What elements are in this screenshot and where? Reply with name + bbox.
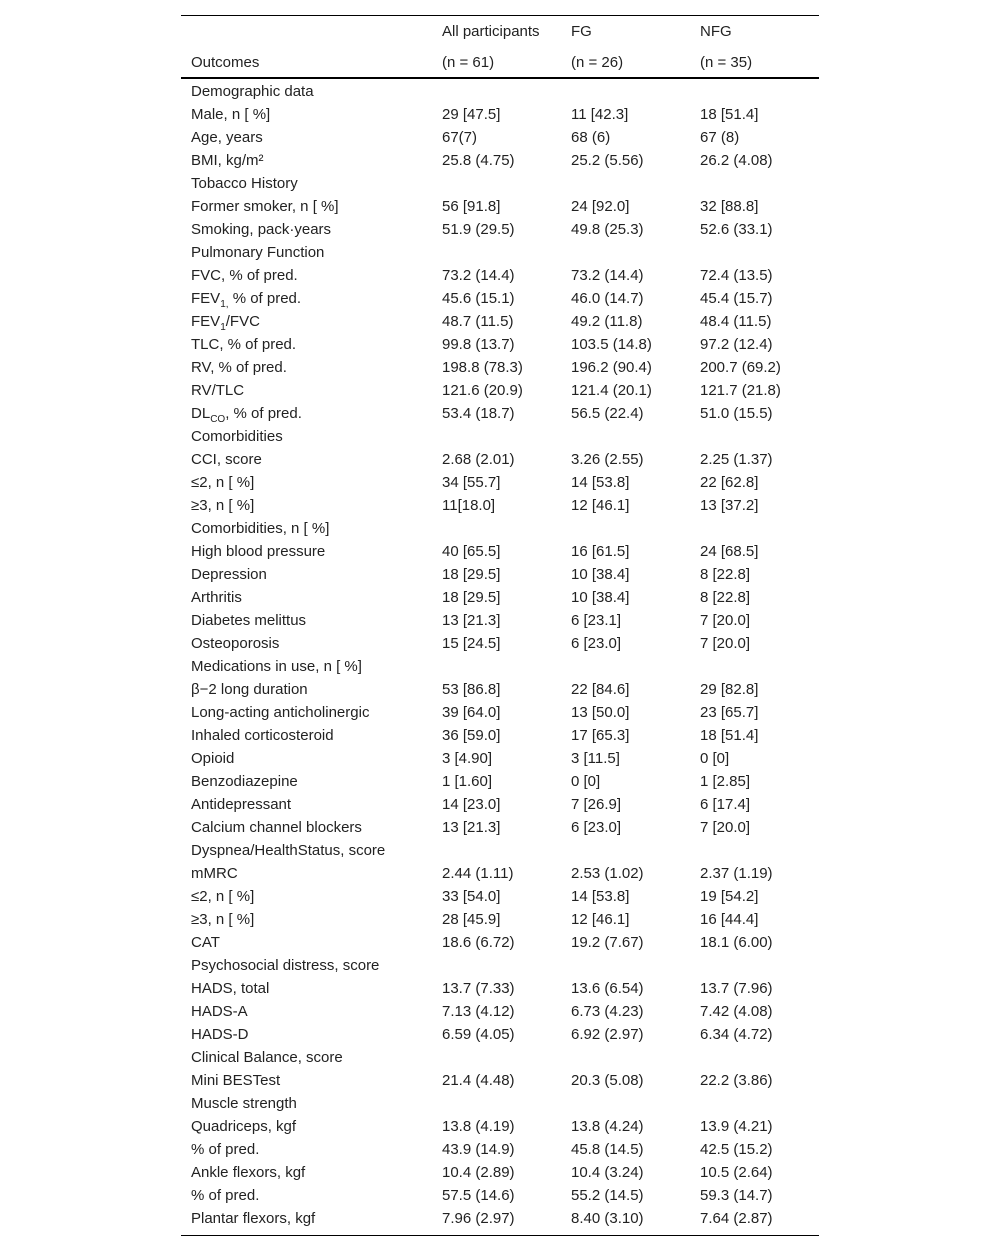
row-label-text: High blood pressure [191, 543, 326, 560]
table-row [181, 1161, 819, 1184]
value-nfg: 45.4 (15.7) [700, 290, 773, 307]
row-label [191, 609, 306, 632]
row-label-text: Demographic data [191, 83, 314, 100]
row-label-text: Age, years [191, 129, 263, 146]
table-row [181, 126, 819, 149]
value-all-participants: 2.68 (2.01) [442, 451, 515, 468]
value-nfg: 10.5 (2.64) [700, 1164, 773, 1181]
value-all-participants: 36 [59.0] [442, 727, 501, 744]
value-nfg: 59.3 (14.7) [700, 1187, 773, 1204]
value-fg: 68 (6) [571, 129, 611, 146]
value-nfg: 52.6 (33.1) [700, 221, 773, 238]
table-row [181, 1023, 819, 1046]
value-fg: 0 [0] [571, 773, 601, 790]
value-all-participants: 73.2 (14.4) [442, 267, 515, 284]
row-label-text: Depression [191, 566, 267, 583]
table-row [181, 632, 819, 655]
row-label-text: Clinical Balance, score [191, 1049, 343, 1066]
row-label [191, 310, 260, 333]
section-header-row [181, 1046, 819, 1069]
header-outcomes: Outcomes [191, 54, 260, 71]
value-nfg: 200.7 (69.2) [700, 359, 781, 376]
value-all-participants: 28 [45.9] [442, 911, 501, 928]
value-fg: 45.8 (14.5) [571, 1141, 644, 1158]
row-label-text: Smoking, pack·years [191, 221, 332, 238]
value-all-participants: 13 [21.3] [442, 819, 501, 836]
value-nfg: 72.4 (13.5) [700, 267, 773, 284]
table-row [181, 195, 819, 218]
value-fg: 121.4 (20.1) [571, 382, 652, 399]
section-header-row [181, 655, 819, 678]
row-label [191, 977, 269, 1000]
value-all-participants: 99.8 (13.7) [442, 336, 515, 353]
value-fg: 6 [23.1] [571, 612, 622, 629]
value-nfg: 7 [20.0] [700, 635, 751, 652]
table-row [181, 793, 819, 816]
row-label-text: Ankle flexors, kgf [191, 1164, 306, 1181]
row-label-text: FEV [191, 290, 221, 307]
row-label [191, 149, 264, 172]
row-label [191, 793, 291, 816]
row-label [191, 908, 254, 931]
value-all-participants: 198.8 (78.3) [442, 359, 523, 376]
row-label-text: Former smoker, n [ %] [191, 198, 339, 215]
value-fg: 12 [46.1] [571, 911, 630, 928]
table-row [181, 471, 819, 494]
value-nfg: 6.34 (4.72) [700, 1026, 773, 1043]
row-label-text: Long-acting anticholinergic [191, 704, 370, 721]
row-label [191, 747, 234, 770]
table-row [181, 1138, 819, 1161]
row-label [191, 494, 254, 517]
value-fg: 49.8 (25.3) [571, 221, 644, 238]
row-label-text: % of pred. [191, 1141, 260, 1158]
value-fg: 13.8 (4.24) [571, 1118, 644, 1135]
table-row [181, 356, 819, 379]
row-label [191, 356, 287, 379]
table-row [181, 448, 819, 471]
value-nfg: 0 [0] [700, 750, 730, 767]
row-label [191, 218, 331, 241]
value-fg: 10 [38.4] [571, 589, 630, 606]
value-nfg: 18 [51.4] [700, 106, 759, 123]
value-nfg: 42.5 (15.2) [700, 1141, 773, 1158]
value-fg: 8.40 (3.10) [571, 1210, 644, 1227]
value-all-participants: 7.13 (4.12) [442, 1003, 515, 1020]
table-row [181, 609, 819, 632]
table-row [181, 333, 819, 356]
row-label-text: HADS-A [191, 1003, 248, 1020]
section-header-row [181, 517, 819, 540]
table-row [181, 931, 819, 954]
row-label-text: Comorbidities [191, 428, 283, 445]
value-fg: 16 [61.5] [571, 543, 630, 560]
value-nfg: 97.2 (12.4) [700, 336, 773, 353]
row-label [191, 517, 329, 540]
header-col1-title: All participants [442, 23, 540, 40]
value-all-participants: 56 [91.8] [442, 198, 501, 215]
row-label-text: Plantar flexors, kgf [191, 1210, 316, 1227]
value-all-participants: 67(7) [442, 129, 478, 146]
value-all-participants: 13.7 (7.33) [442, 980, 515, 997]
row-label [191, 1161, 305, 1184]
value-all-participants: 13 [21.3] [442, 612, 501, 629]
section-header-row [181, 425, 819, 448]
section-header-row [181, 241, 819, 264]
value-all-participants: 53 [86.8] [442, 681, 501, 698]
row-label-subscript: 1 [220, 322, 226, 333]
value-nfg: 29 [82.8] [700, 681, 759, 698]
row-label-text: Arthritis [191, 589, 242, 606]
value-fg: 6.92 (2.97) [571, 1026, 644, 1043]
value-fg: 49.2 (11.8) [571, 313, 643, 330]
row-label [191, 379, 244, 402]
row-label-text: Medications in use, n [ %] [191, 658, 362, 675]
value-fg: 3 [11.5] [571, 750, 620, 767]
header-col2-title: FG [571, 23, 592, 40]
value-nfg: 8 [22.8] [700, 589, 751, 606]
table-row [181, 264, 819, 287]
row-label-text: Antidepressant [191, 796, 292, 813]
value-nfg: 2.25 (1.37) [700, 451, 773, 468]
row-label-text: CCI, score [191, 451, 262, 468]
row-label [191, 701, 369, 724]
value-nfg: 18.1 (6.00) [700, 934, 773, 951]
value-nfg: 67 (8) [700, 129, 740, 146]
value-all-participants: 21.4 (4.48) [442, 1072, 515, 1089]
section-header-row [181, 1092, 819, 1115]
table-row [181, 1184, 819, 1207]
row-label-text: Opioid [191, 750, 235, 767]
row-label [191, 471, 254, 494]
header-col1-n: (n = 61) [442, 54, 495, 71]
row-label [191, 885, 254, 908]
row-label-text: Benzodiazepine [191, 773, 298, 790]
value-nfg: 24 [68.5] [700, 543, 759, 560]
value-all-participants: 39 [64.0] [442, 704, 501, 721]
table-row [181, 149, 819, 172]
value-all-participants: 18 [29.5] [442, 589, 501, 606]
value-fg: 25.2 (5.56) [571, 152, 644, 169]
section-header-row [181, 172, 819, 195]
value-all-participants: 13.8 (4.19) [442, 1118, 515, 1135]
value-all-participants: 53.4 (18.7) [442, 405, 515, 422]
row-label-text: ≥3, n [ %] [191, 911, 255, 928]
table-row [181, 862, 819, 885]
table-row [181, 977, 819, 1000]
row-label [191, 839, 385, 862]
row-label-text: RV, % of pred. [191, 359, 287, 376]
value-nfg: 48.4 (11.5) [700, 313, 772, 330]
value-all-participants: 2.44 (1.11) [442, 865, 514, 882]
table-row [181, 218, 819, 241]
row-label [191, 103, 270, 126]
row-label [191, 425, 283, 448]
row-label-text: FVC, % of pred. [191, 267, 298, 284]
value-nfg: 13 [37.2] [700, 497, 759, 514]
value-fg: 14 [53.8] [571, 888, 630, 905]
row-label-text: Male, n [ %] [191, 106, 271, 123]
row-label-text: ≤2, n [ %] [191, 888, 255, 905]
row-label [191, 402, 302, 425]
value-fg: 6 [23.0] [571, 635, 622, 652]
value-all-participants: 33 [54.0] [442, 888, 501, 905]
value-all-participants: 121.6 (20.9) [442, 382, 523, 399]
row-label [191, 1184, 259, 1207]
table-row [181, 287, 819, 310]
table-row [181, 586, 819, 609]
value-nfg: 7 [20.0] [700, 819, 751, 836]
bottom-rule [181, 1235, 819, 1236]
value-all-participants: 25.8 (4.75) [442, 152, 515, 169]
row-label-text: mMRC [191, 865, 238, 882]
value-nfg: 26.2 (4.08) [700, 152, 773, 169]
value-fg: 13 [50.0] [571, 704, 630, 721]
value-fg: 24 [92.0] [571, 198, 630, 215]
value-fg: 46.0 (14.7) [571, 290, 644, 307]
table-row [181, 724, 819, 747]
table-row [181, 1207, 819, 1230]
value-nfg: 51.0 (15.5) [700, 405, 773, 422]
row-label-text: Psychosocial distress, score [191, 957, 380, 974]
value-all-participants: 29 [47.5] [442, 106, 501, 123]
value-all-participants: 18 [29.5] [442, 566, 501, 583]
value-fg: 2.53 (1.02) [571, 865, 644, 882]
row-label-text: DL [191, 405, 211, 422]
table-row [181, 103, 819, 126]
value-nfg: 18 [51.4] [700, 727, 759, 744]
table-row [181, 1069, 819, 1092]
value-fg: 56.5 (22.4) [571, 405, 644, 422]
value-nfg: 22 [62.8] [700, 474, 759, 491]
row-label-text: TLC, % of pred. [191, 336, 297, 353]
value-nfg: 22.2 (3.86) [700, 1072, 773, 1089]
row-label-subscript: 1, [220, 299, 229, 310]
row-label [191, 862, 238, 885]
table-row [181, 908, 819, 931]
value-fg: 12 [46.1] [571, 497, 630, 514]
row-label [191, 931, 220, 954]
row-label-text: Osteoporosis [191, 635, 280, 652]
row-label [191, 126, 263, 149]
value-nfg: 1 [2.85] [700, 773, 751, 790]
value-fg: 10 [38.4] [571, 566, 630, 583]
row-label-text: HADS-D [191, 1026, 249, 1043]
row-label-text: Pulmonary Function [191, 244, 325, 261]
row-label [191, 563, 267, 586]
table-row [181, 1000, 819, 1023]
row-label [191, 678, 308, 701]
value-nfg: 32 [88.8] [700, 198, 759, 215]
value-all-participants: 7.96 (2.97) [442, 1210, 515, 1227]
row-label-text: CAT [191, 934, 220, 951]
value-fg: 13.6 (6.54) [571, 980, 644, 997]
section-header-row [181, 839, 819, 862]
value-all-participants: 51.9 (29.5) [442, 221, 515, 238]
value-all-participants: 15 [24.5] [442, 635, 501, 652]
header-col2-n: (n = 26) [571, 54, 624, 71]
row-label-text: RV/TLC [191, 382, 245, 399]
row-label [191, 1023, 249, 1046]
value-fg: 20.3 (5.08) [571, 1072, 644, 1089]
table-row [181, 402, 819, 425]
value-nfg: 23 [65.7] [700, 704, 759, 721]
value-all-participants: 43.9 (14.9) [442, 1141, 515, 1158]
row-label-text: Mini BESTest [191, 1072, 281, 1089]
value-nfg: 2.37 (1.19) [700, 865, 773, 882]
row-label-text: Comorbidities, n [ %] [191, 520, 330, 537]
row-label [191, 954, 379, 977]
value-fg: 22 [84.6] [571, 681, 630, 698]
row-label-text: FEV [191, 313, 221, 330]
value-all-participants: 11[18.0] [442, 497, 496, 514]
table-row [181, 379, 819, 402]
row-label-text: Tobacco History [191, 175, 298, 192]
value-fg: 17 [65.3] [571, 727, 630, 744]
value-all-participants: 10.4 (2.89) [442, 1164, 515, 1181]
value-all-participants: 57.5 (14.6) [442, 1187, 515, 1204]
row-label-text: % of pred. [191, 1187, 260, 1204]
value-nfg: 121.7 (21.8) [700, 382, 781, 399]
row-label-text: BMI, kg/m² [191, 152, 264, 169]
row-label [191, 241, 324, 264]
value-fg: 19.2 (7.67) [571, 934, 644, 951]
value-nfg: 8 [22.8] [700, 566, 751, 583]
row-label [191, 80, 314, 103]
row-label [191, 655, 362, 678]
row-label-text: ≤2, n [ %] [191, 474, 255, 491]
row-label [191, 1069, 280, 1092]
value-fg: 11 [42.3] [571, 106, 629, 123]
table-row [181, 494, 819, 517]
value-all-participants: 1 [1.60] [442, 773, 493, 790]
value-fg: 103.5 (14.8) [571, 336, 652, 353]
row-label-text: ≥3, n [ %] [191, 497, 255, 514]
row-label [191, 1207, 315, 1230]
value-fg: 6.73 (4.23) [571, 1003, 644, 1020]
row-label [191, 586, 242, 609]
row-label-text: Inhaled corticosteroid [191, 727, 334, 744]
value-nfg: 19 [54.2] [700, 888, 759, 905]
row-label-text: Dyspnea/HealthStatus, score [191, 842, 386, 859]
value-all-participants: 18.6 (6.72) [442, 934, 515, 951]
value-fg: 10.4 (3.24) [571, 1164, 644, 1181]
table-row [181, 1115, 819, 1138]
table-row [181, 885, 819, 908]
row-label-text: Diabetes melittus [191, 612, 307, 629]
value-all-participants: 45.6 (15.1) [442, 290, 515, 307]
table-row [181, 678, 819, 701]
table-row [181, 701, 819, 724]
row-label [191, 448, 262, 471]
row-label-text: HADS, total [191, 980, 270, 997]
row-label [191, 1000, 248, 1023]
row-label [191, 287, 301, 310]
value-all-participants: 34 [55.7] [442, 474, 501, 491]
table-row [181, 563, 819, 586]
header-rule [181, 77, 819, 79]
row-label [191, 333, 296, 356]
table-row [181, 540, 819, 563]
row-label [191, 770, 298, 793]
value-nfg: 13.7 (7.96) [700, 980, 773, 997]
section-header-row [181, 954, 819, 977]
value-fg: 196.2 (90.4) [571, 359, 652, 376]
row-label [191, 1092, 297, 1115]
value-nfg: 6 [17.4] [700, 796, 751, 813]
value-all-participants: 3 [4.90] [442, 750, 493, 767]
row-label-text: Muscle strength [191, 1095, 297, 1112]
section-header-row [181, 80, 819, 103]
row-label-suffix: , % of pred. [225, 405, 302, 422]
row-label [191, 264, 298, 287]
header-col3-title: NFG [700, 23, 732, 40]
table-row [181, 816, 819, 839]
row-label-text: Quadriceps, kgf [191, 1118, 297, 1135]
row-label [191, 172, 298, 195]
value-nfg: 13.9 (4.21) [700, 1118, 773, 1135]
row-label-text: Calcium channel blockers [191, 819, 362, 836]
row-label [191, 1046, 343, 1069]
top-rule [181, 15, 819, 16]
row-label [191, 724, 334, 747]
value-fg: 7 [26.9] [571, 796, 622, 813]
table-row [181, 747, 819, 770]
header-col3-n: (n = 35) [700, 54, 753, 71]
value-nfg: 16 [44.4] [700, 911, 759, 928]
row-label [191, 1115, 296, 1138]
value-fg: 73.2 (14.4) [571, 267, 644, 284]
row-label [191, 540, 325, 563]
table-row [181, 310, 819, 333]
row-label-text: β−2 long duration [191, 681, 308, 698]
value-nfg: 7 [20.0] [700, 612, 751, 629]
row-label-suffix: % of pred. [228, 290, 302, 307]
value-fg: 55.2 (14.5) [571, 1187, 644, 1204]
value-nfg: 7.64 (2.87) [700, 1210, 773, 1227]
value-all-participants: 14 [23.0] [442, 796, 501, 813]
value-fg: 14 [53.8] [571, 474, 630, 491]
value-all-participants: 48.7 (11.5) [442, 313, 514, 330]
row-label [191, 1138, 259, 1161]
value-all-participants: 6.59 (4.05) [442, 1026, 515, 1043]
row-label [191, 195, 339, 218]
value-fg: 6 [23.0] [571, 819, 622, 836]
value-fg: 3.26 (2.55) [571, 451, 644, 468]
row-label-suffix: /FVC [225, 313, 260, 330]
value-all-participants: 40 [65.5] [442, 543, 501, 560]
row-label [191, 632, 279, 655]
table-row [181, 770, 819, 793]
value-nfg: 7.42 (4.08) [700, 1003, 773, 1020]
row-label-subscript: CO [210, 414, 226, 425]
row-label [191, 816, 362, 839]
